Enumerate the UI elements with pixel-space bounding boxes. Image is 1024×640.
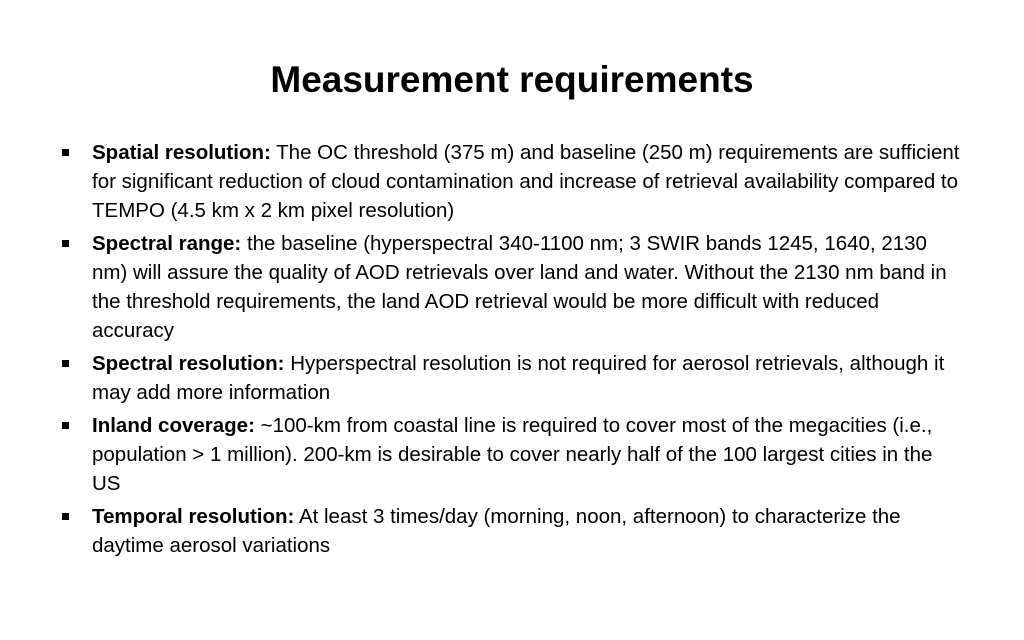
- bullet-text: The OC threshold (375 m) and baseline (250 m) requirements are sufficient for significant reduction of cloud contamination and increase of retrieval availability compared to TEMPO (4.5 km x 2 km pixel resolution): [92, 141, 960, 222]
- square-bullet-icon: [62, 149, 69, 156]
- bullet-text: Hyperspectral resolution is not required for aerosol retrievals, although it may add more information: [92, 352, 945, 404]
- bullet-temporal-resolution: [60, 502, 960, 560]
- bullet-text: the baseline (hyperspectral 340-1100 nm; 3 SWIR bands 1245, 1640, 2130 nm) will assure the quality of AOD retrievals over land and water. Without the 2130 nm band in the threshold requirements, the land AOD retrieval would be more difficult with reduced accuracy: [92, 232, 947, 342]
- bullet-term: Spatial resolution:: [92, 141, 271, 164]
- bullet-text: ~100-km from coastal line is required to cover most of the megacities (i.e., population > 1 million). 200-km is desirable to cover nearly half of the 100 largest cities in the US: [92, 414, 933, 495]
- bullet-text: At least 3 times/day (morning, noon, afternoon) to characterize the daytime aerosol variations: [92, 505, 901, 557]
- square-bullet-icon: [62, 360, 69, 367]
- bullet-term: Temporal resolution:: [92, 505, 295, 528]
- bullet-inland-coverage: [60, 411, 960, 498]
- bullet-list: [60, 138, 960, 564]
- bullet-term: Spectral range:: [92, 232, 242, 255]
- square-bullet-icon: [62, 240, 69, 247]
- slide-title: Measurement requirements: [270, 59, 754, 100]
- square-bullet-icon: [62, 513, 69, 520]
- bullet-spectral-resolution: [60, 349, 960, 407]
- bullet-term: Spectral resolution:: [92, 352, 285, 375]
- bullet-spatial-resolution: [60, 138, 960, 225]
- square-bullet-icon: [62, 422, 69, 429]
- bullet-spectral-range: [60, 229, 960, 345]
- bullet-term: Inland coverage:: [92, 414, 255, 437]
